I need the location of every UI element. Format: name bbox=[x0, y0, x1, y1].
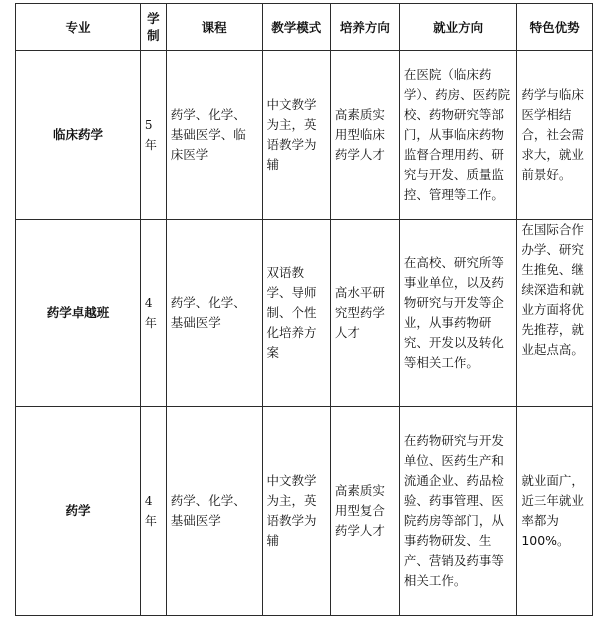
header-courses: 课程 bbox=[166, 4, 262, 51]
table-row bbox=[16, 220, 593, 407]
courses-cell: 药学、化学、基础医学 bbox=[166, 220, 262, 407]
career-cell: 在药物研究与开发单位、医药生产和流通企业、药品检验、药事管理、医院药房等部门，从事药物研发、生产、营销及药事等相关工作。 bbox=[399, 407, 516, 616]
mode-cell: 中文教学为主，英语教学为辅 bbox=[262, 51, 330, 220]
header-features: 特色优势 bbox=[517, 4, 593, 51]
goal-cell: 高素质实用型复合药学人才 bbox=[330, 407, 399, 616]
goal-cell: 高素质实用型临床药学人才 bbox=[330, 51, 399, 220]
features-cell: 在国际合作办学、研究生推免、继续深造和就业方面将优先推荐，就业起点高。 bbox=[517, 220, 593, 407]
courses-cell: 药学、化学、基础医学、临床医学 bbox=[166, 51, 262, 220]
mode-cell: 双语教学、导师制、个性化培养方案 bbox=[262, 220, 330, 407]
header-row bbox=[16, 4, 593, 51]
mode-cell: 中文教学为主，英语教学为辅 bbox=[262, 407, 330, 616]
header-career: 就业方向 bbox=[399, 4, 516, 51]
goal-cell: 高水平研究型药学人才 bbox=[330, 220, 399, 407]
table-row bbox=[16, 407, 593, 616]
features-cell: 药学与临床医学相结合，社会需求大，就业前景好。 bbox=[517, 51, 593, 220]
program-table bbox=[15, 3, 593, 616]
years-cell: 5年 bbox=[140, 51, 166, 220]
features-cell: 就业面广，近三年就业率都为100%。 bbox=[517, 407, 593, 616]
years-cell: 4年 bbox=[140, 407, 166, 616]
courses-cell: 药学、化学、基础医学 bbox=[166, 407, 262, 616]
major-cell: 临床药学 bbox=[16, 51, 141, 220]
career-cell: 在高校、研究所等事业单位，以及药物研究与开发等企业，从事药物研究、开发以及转化等相关工作。 bbox=[399, 220, 516, 407]
major-cell: 药学 bbox=[16, 407, 141, 616]
major-cell: 药学卓越班 bbox=[16, 220, 141, 407]
header-years: 学制 bbox=[140, 4, 166, 51]
career-cell: 在医院（临床药学）、药房、医药院校、药物研究等部门，从事临床药物监督合理用药、研究与开发、质量监控、管理等工作。 bbox=[399, 51, 516, 220]
header-mode: 教学模式 bbox=[262, 4, 330, 51]
table-row bbox=[16, 51, 593, 220]
years-cell: 4年 bbox=[140, 220, 166, 407]
header-major: 专业 bbox=[16, 4, 141, 51]
header-goal: 培养方向 bbox=[330, 4, 399, 51]
